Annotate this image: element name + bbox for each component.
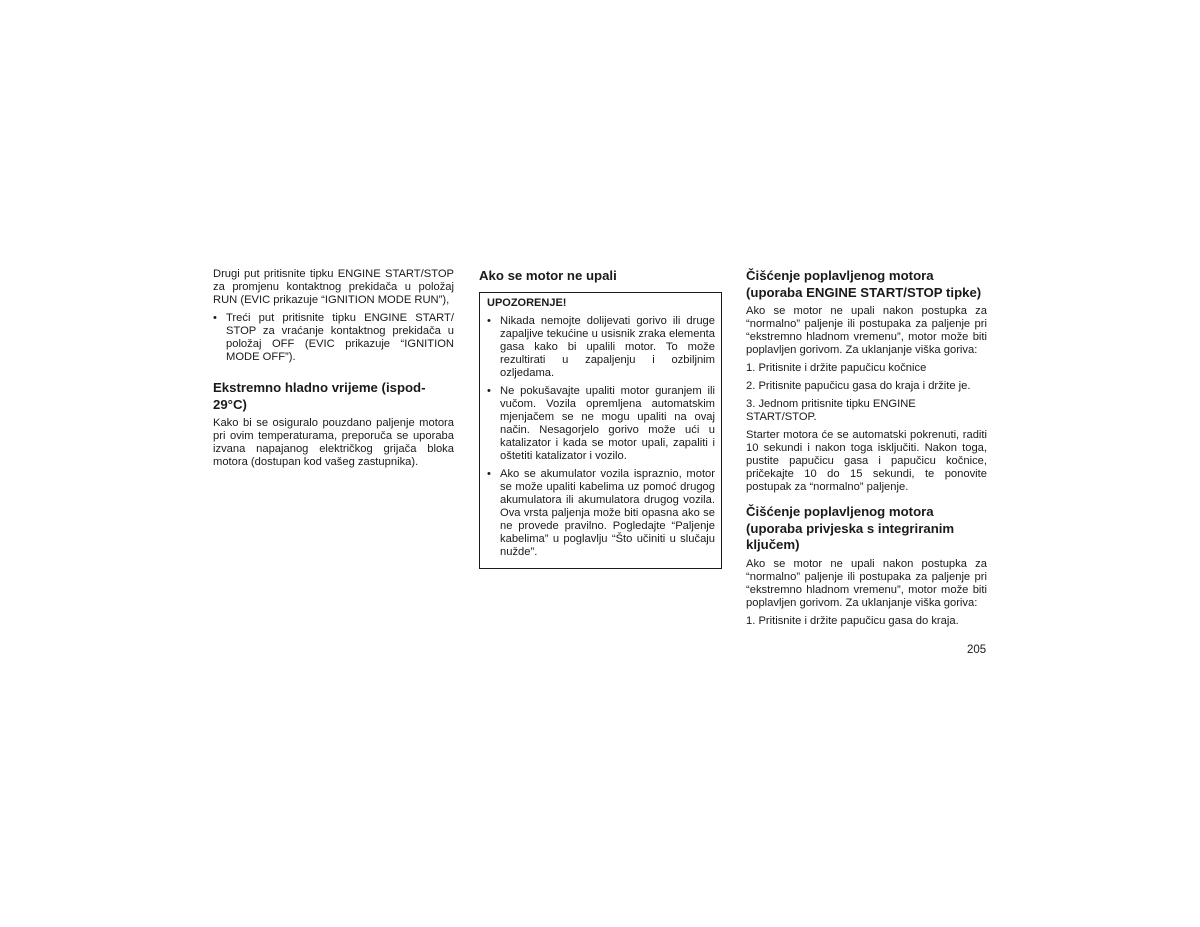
list-item bbox=[487, 468, 715, 559]
column-left bbox=[213, 268, 454, 474]
bullet-list bbox=[213, 312, 454, 364]
warning-title: UPOZORENJE! bbox=[487, 296, 567, 309]
list-item bbox=[213, 312, 454, 364]
bullet-marker: • bbox=[487, 314, 491, 327]
section-heading-cold-weather: Ekstremno hladno vrijeme (ispod-29°C) bbox=[213, 380, 426, 412]
flooded-fob-paragraph: Ako se motor ne upali nakon postupka za “normalno” paljenje ili postupaka za paljenje pri “ekstremno hladnom vremenu”, motor može biti poplavljen gorivom. Za uklanjanje viška goriva: bbox=[746, 557, 987, 609]
starter-paragraph: Starter motora će se automatski pokrenuti, raditi 10 sekundi i nakon toga isključiti. Nakon toga, pustite papučicu gasa i papučicu kočnice, pričekajte 10 do 15 sekundi, te ponovite postupak za “normalno” paljenje. bbox=[746, 429, 987, 493]
step-item: 1. Pritisnite i držite papučicu gasa do kraja. bbox=[746, 614, 959, 627]
section-heading-engine-fails: Ako se motor ne upali bbox=[479, 268, 617, 283]
bullet-marker: • bbox=[487, 384, 491, 397]
warning-box bbox=[479, 292, 722, 569]
list-item-text: Nikada nemojte dolijevati gorivo ili druge zapaljive tekućine u usisnik zraka elementa gasa kako bi upalili motor. To može rezultirati u zapaljenju i ozbiljnim ozljedama. bbox=[500, 314, 715, 379]
step-item: 3. Jednom pritisnite tipku ENGINE START/STOP. bbox=[746, 398, 916, 423]
section-heading-flooded-fob: Čišćenje poplavljenog motora (uporaba privjeska s integriranim ključem) bbox=[746, 504, 955, 552]
column-middle bbox=[479, 268, 722, 569]
page-number: 205 bbox=[967, 644, 987, 656]
cold-weather-paragraph: Kako bi se osiguralo pouzdano paljenje motora pri ovim temperaturama, preporuča se uporaba izvana napajanog električkog grijača bloka motora (dostupan kod vašeg zastupnika). bbox=[213, 417, 454, 468]
intro-paragraph: Drugi put pritisnite tipku ENGINE START/STOP za promjenu kontaktnog prekidača u položaj RUN (EVIC prikazuje “IGNITION MODE RUN”), bbox=[213, 268, 454, 306]
list-item bbox=[487, 315, 715, 380]
list-item-text: Treći put pritisnite tipku ENGINE START/ STOP za vraćanje kontaktnog prekidača u položaj OFF (EVIC prikazuje “IGNITION MODE OFF”). bbox=[226, 312, 454, 363]
flooded-intro-paragraph: Ako se motor ne upali nakon postupka za “normalno” paljenje ili postupaka za paljenje pri “ekstremno hladnom vremenu”, motor može biti poplavljen gorivom. Za uklanjanje viška goriva: bbox=[746, 305, 987, 356]
column-right bbox=[746, 268, 987, 633]
list-item bbox=[487, 385, 715, 463]
list-item-text: Ne pokušavajte upaliti motor guranjem ili vučom. Vozila opremljena automatskim mjenjačem se ne mogu upaliti na ovaj način. Nesagorjelo gorivo može ući u katalizator i kada se motor upali, zapaliti i oštetiti katalizator i vozilo. bbox=[500, 384, 715, 462]
bullet-marker: • bbox=[487, 467, 491, 480]
step-item: 1. Pritisnite i držite papučicu kočnice bbox=[746, 362, 927, 374]
list-item-text: Ako se akumulator vozila ispraznio, motor se može upaliti kabelima uz pomoć drugog akumulatora ili akumulatora drugog vozila. Ova vrsta paljenja može biti opasna ako se ne provede pravilno. Pogledajte “Paljenje kabelima” u poglavlju “Što učiniti u slučaju nužde”. bbox=[500, 467, 715, 558]
bullet-marker: • bbox=[213, 312, 217, 324]
step-item: 2. Pritisnite papučicu gasa do kraja i držite je. bbox=[746, 380, 971, 392]
section-heading-flooded-button: Čišćenje poplavljenog motora (uporaba ENGINE START/STOP tipke) bbox=[746, 268, 982, 300]
warning-list bbox=[487, 315, 715, 559]
